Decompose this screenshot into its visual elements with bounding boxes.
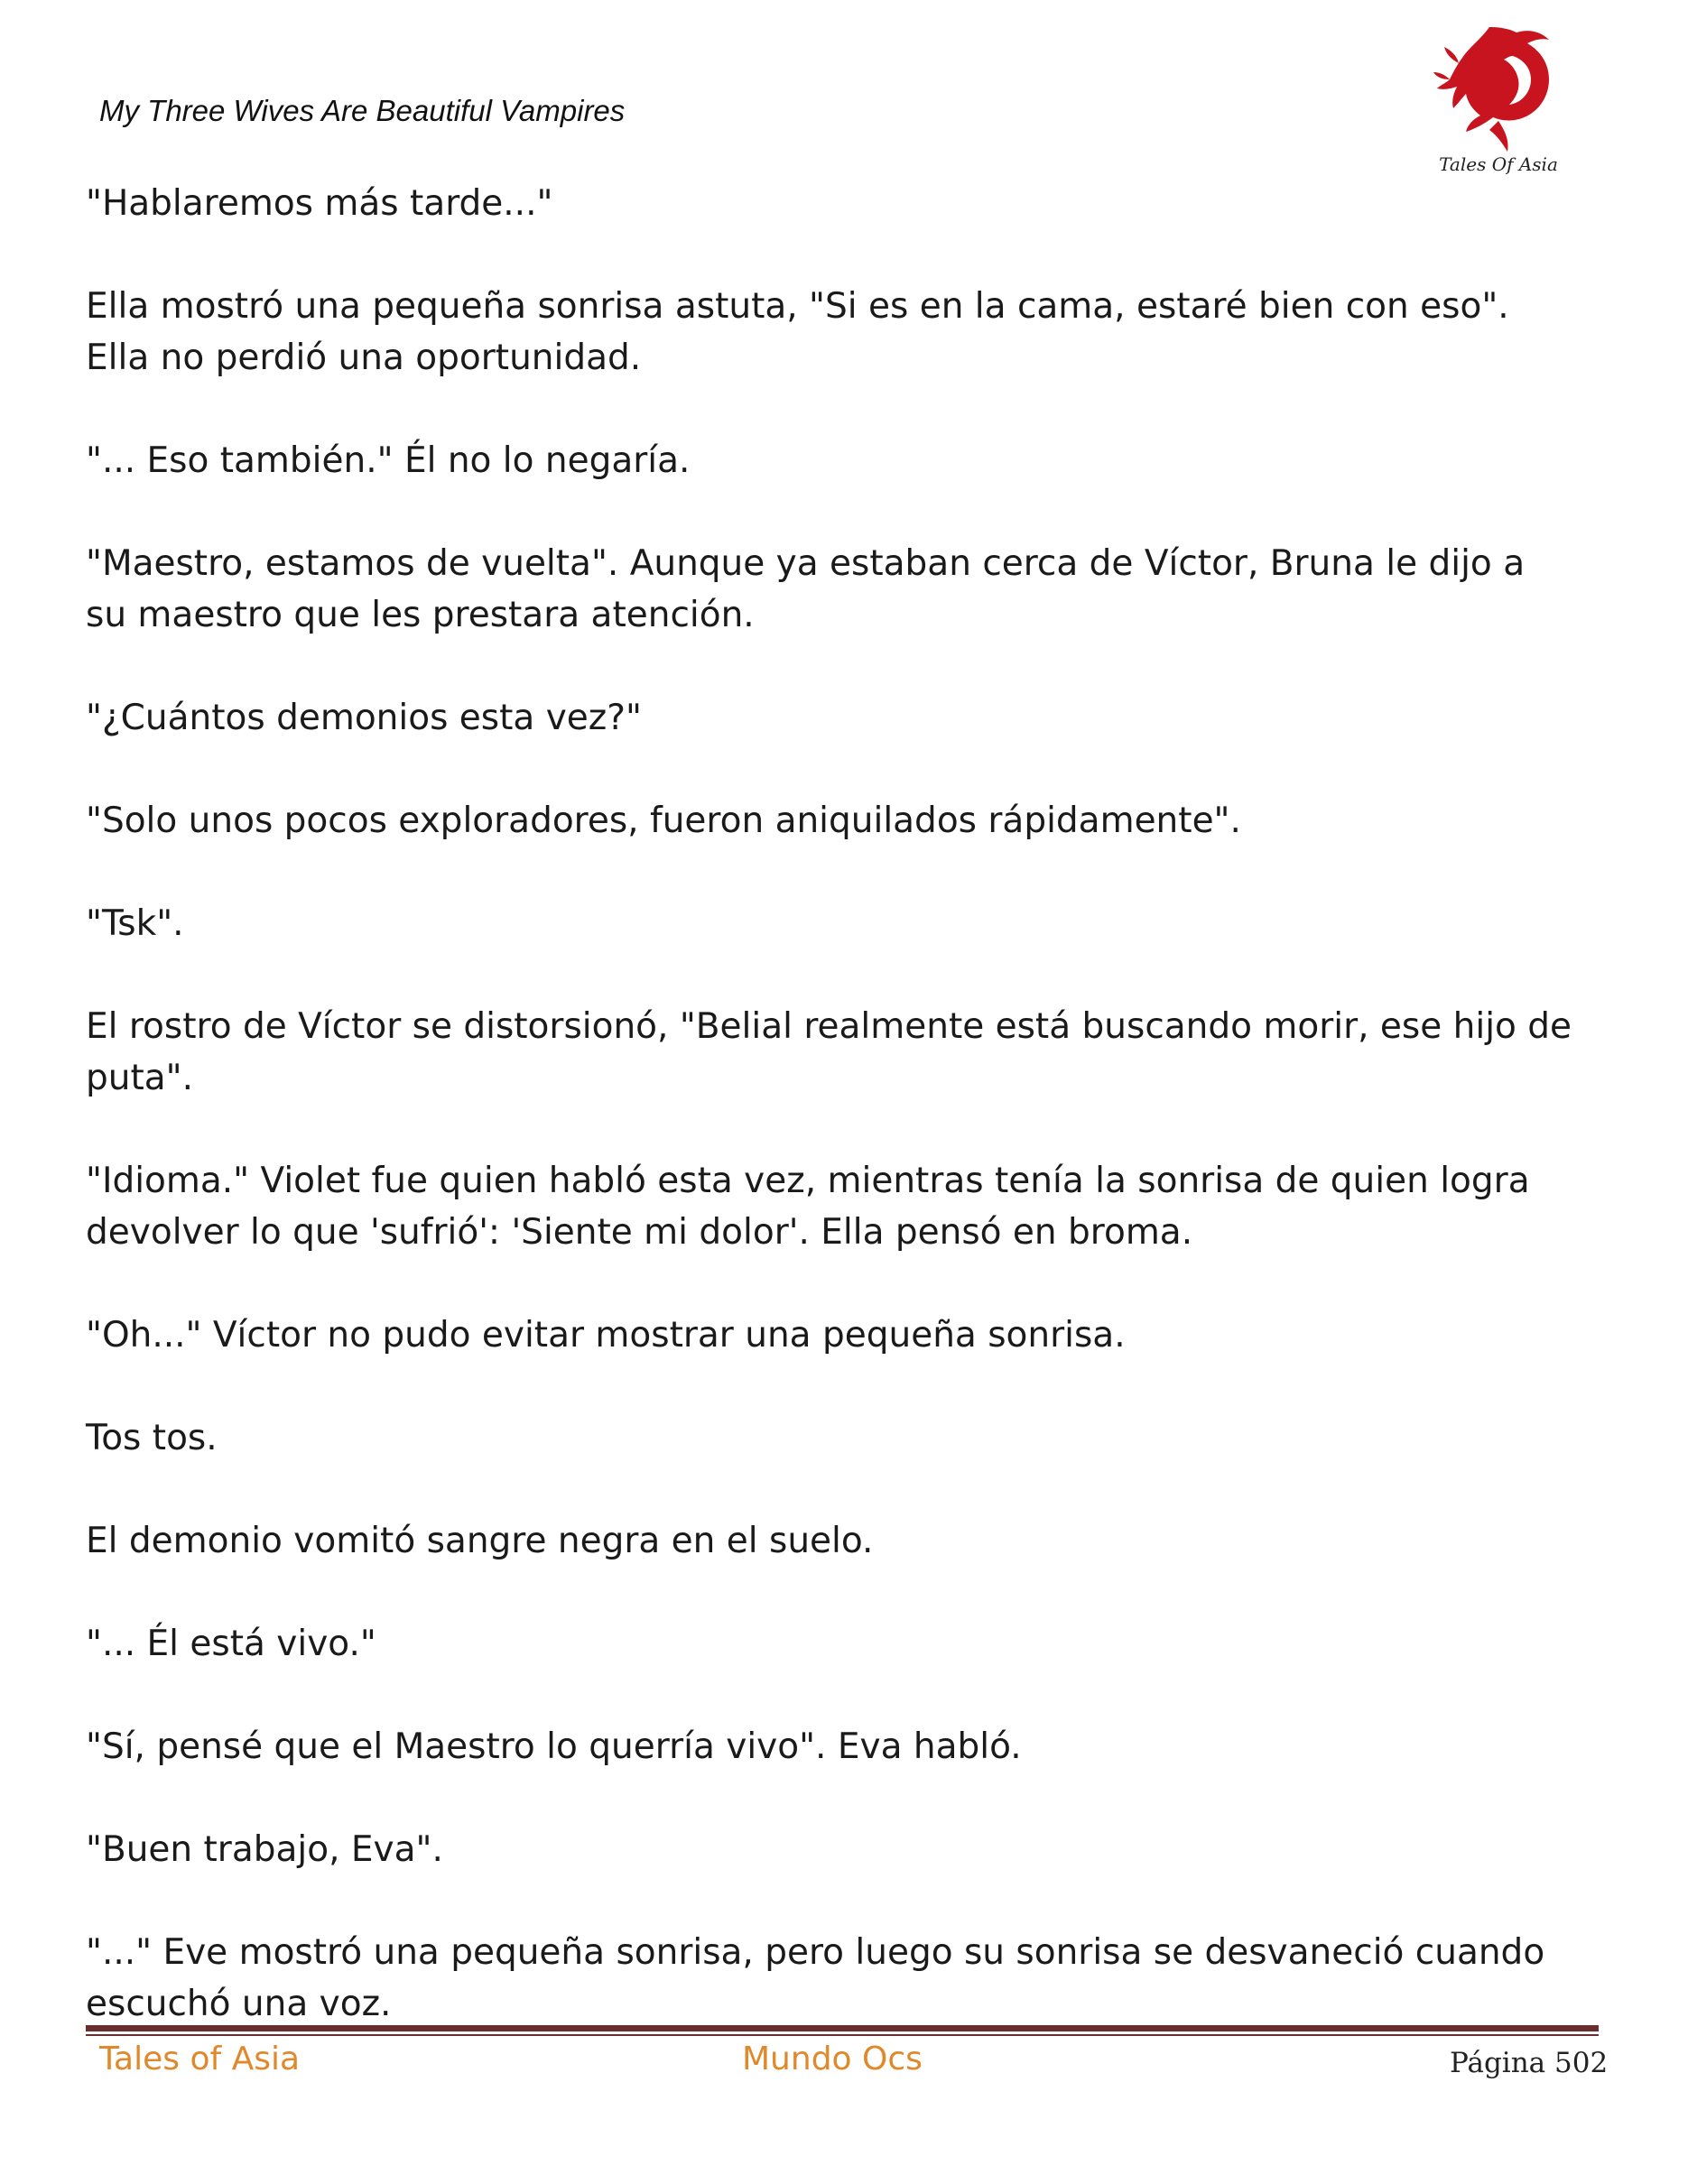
tales-of-asia-logo xyxy=(1426,20,1571,182)
page-number: Página 502 xyxy=(1450,2047,1609,2079)
paragraph: "¿Cuántos demonios esta vez?" xyxy=(86,698,642,738)
paragraph: "..." Eve mostró una pequeña sonrisa, pero luego su sonrisa se desvaneció cuando escuchó una voz. xyxy=(86,1932,1545,2024)
paragraph: "Oh..." Víctor no pudo evitar mostrar una pequeña sonrisa. xyxy=(86,1315,1126,1356)
red-dragon-logo-icon xyxy=(1426,20,1571,155)
paragraph: "Solo unos pocos exploradores, fueron aniquilados rápidamente". xyxy=(86,800,1241,841)
paragraph: Ella mostró una pequeña sonrisa astuta, "Si es en la cama, estaré bien con eso". Ella no perdió una oportunidad. xyxy=(86,286,1509,378)
paragraph: "Buen trabajo, Eva". xyxy=(86,1829,443,1870)
paragraph: "Hablaremos más tarde..." xyxy=(86,183,553,224)
paragraph: Tos tos. xyxy=(86,1418,218,1458)
footer-divider xyxy=(86,2025,1599,2036)
paragraph: "Tsk". xyxy=(86,903,184,944)
paragraph: "Idioma." Violet fue quien habló esta vez, mientras tenía la sonrisa de quien logra devolver lo que 'sufrió': 'Siente mi dolor'. Ella pensó en broma. xyxy=(86,1161,1530,1253)
logo-text: Tales Of Asia xyxy=(1439,153,1558,175)
paragraph: "Sí, pensé que el Maestro lo querría vivo". Eva habló. xyxy=(86,1726,1022,1767)
paragraph: "... Eso también." Él no lo negaría. xyxy=(86,440,691,481)
paragraph: "... Él está vivo." xyxy=(86,1624,376,1664)
body-text xyxy=(86,178,1575,2081)
paragraph: El demonio vomitó sangre negra en el suelo. xyxy=(86,1521,874,1561)
footer-site-name: Tales of Asia xyxy=(99,2041,301,2078)
footer-section-name: Mundo Ocs xyxy=(742,2041,923,2078)
book-title: My Three Wives Are Beautiful Vampires xyxy=(99,94,626,127)
paragraph: "Maestro, estamos de vuelta". Aunque ya estaban cerca de Víctor, Bruna le dijo a su maestro que les prestara atención. xyxy=(86,543,1526,635)
paragraph: El rostro de Víctor se distorsionó, "Belial realmente está buscando morir, ese hijo de puta". xyxy=(86,1006,1572,1098)
